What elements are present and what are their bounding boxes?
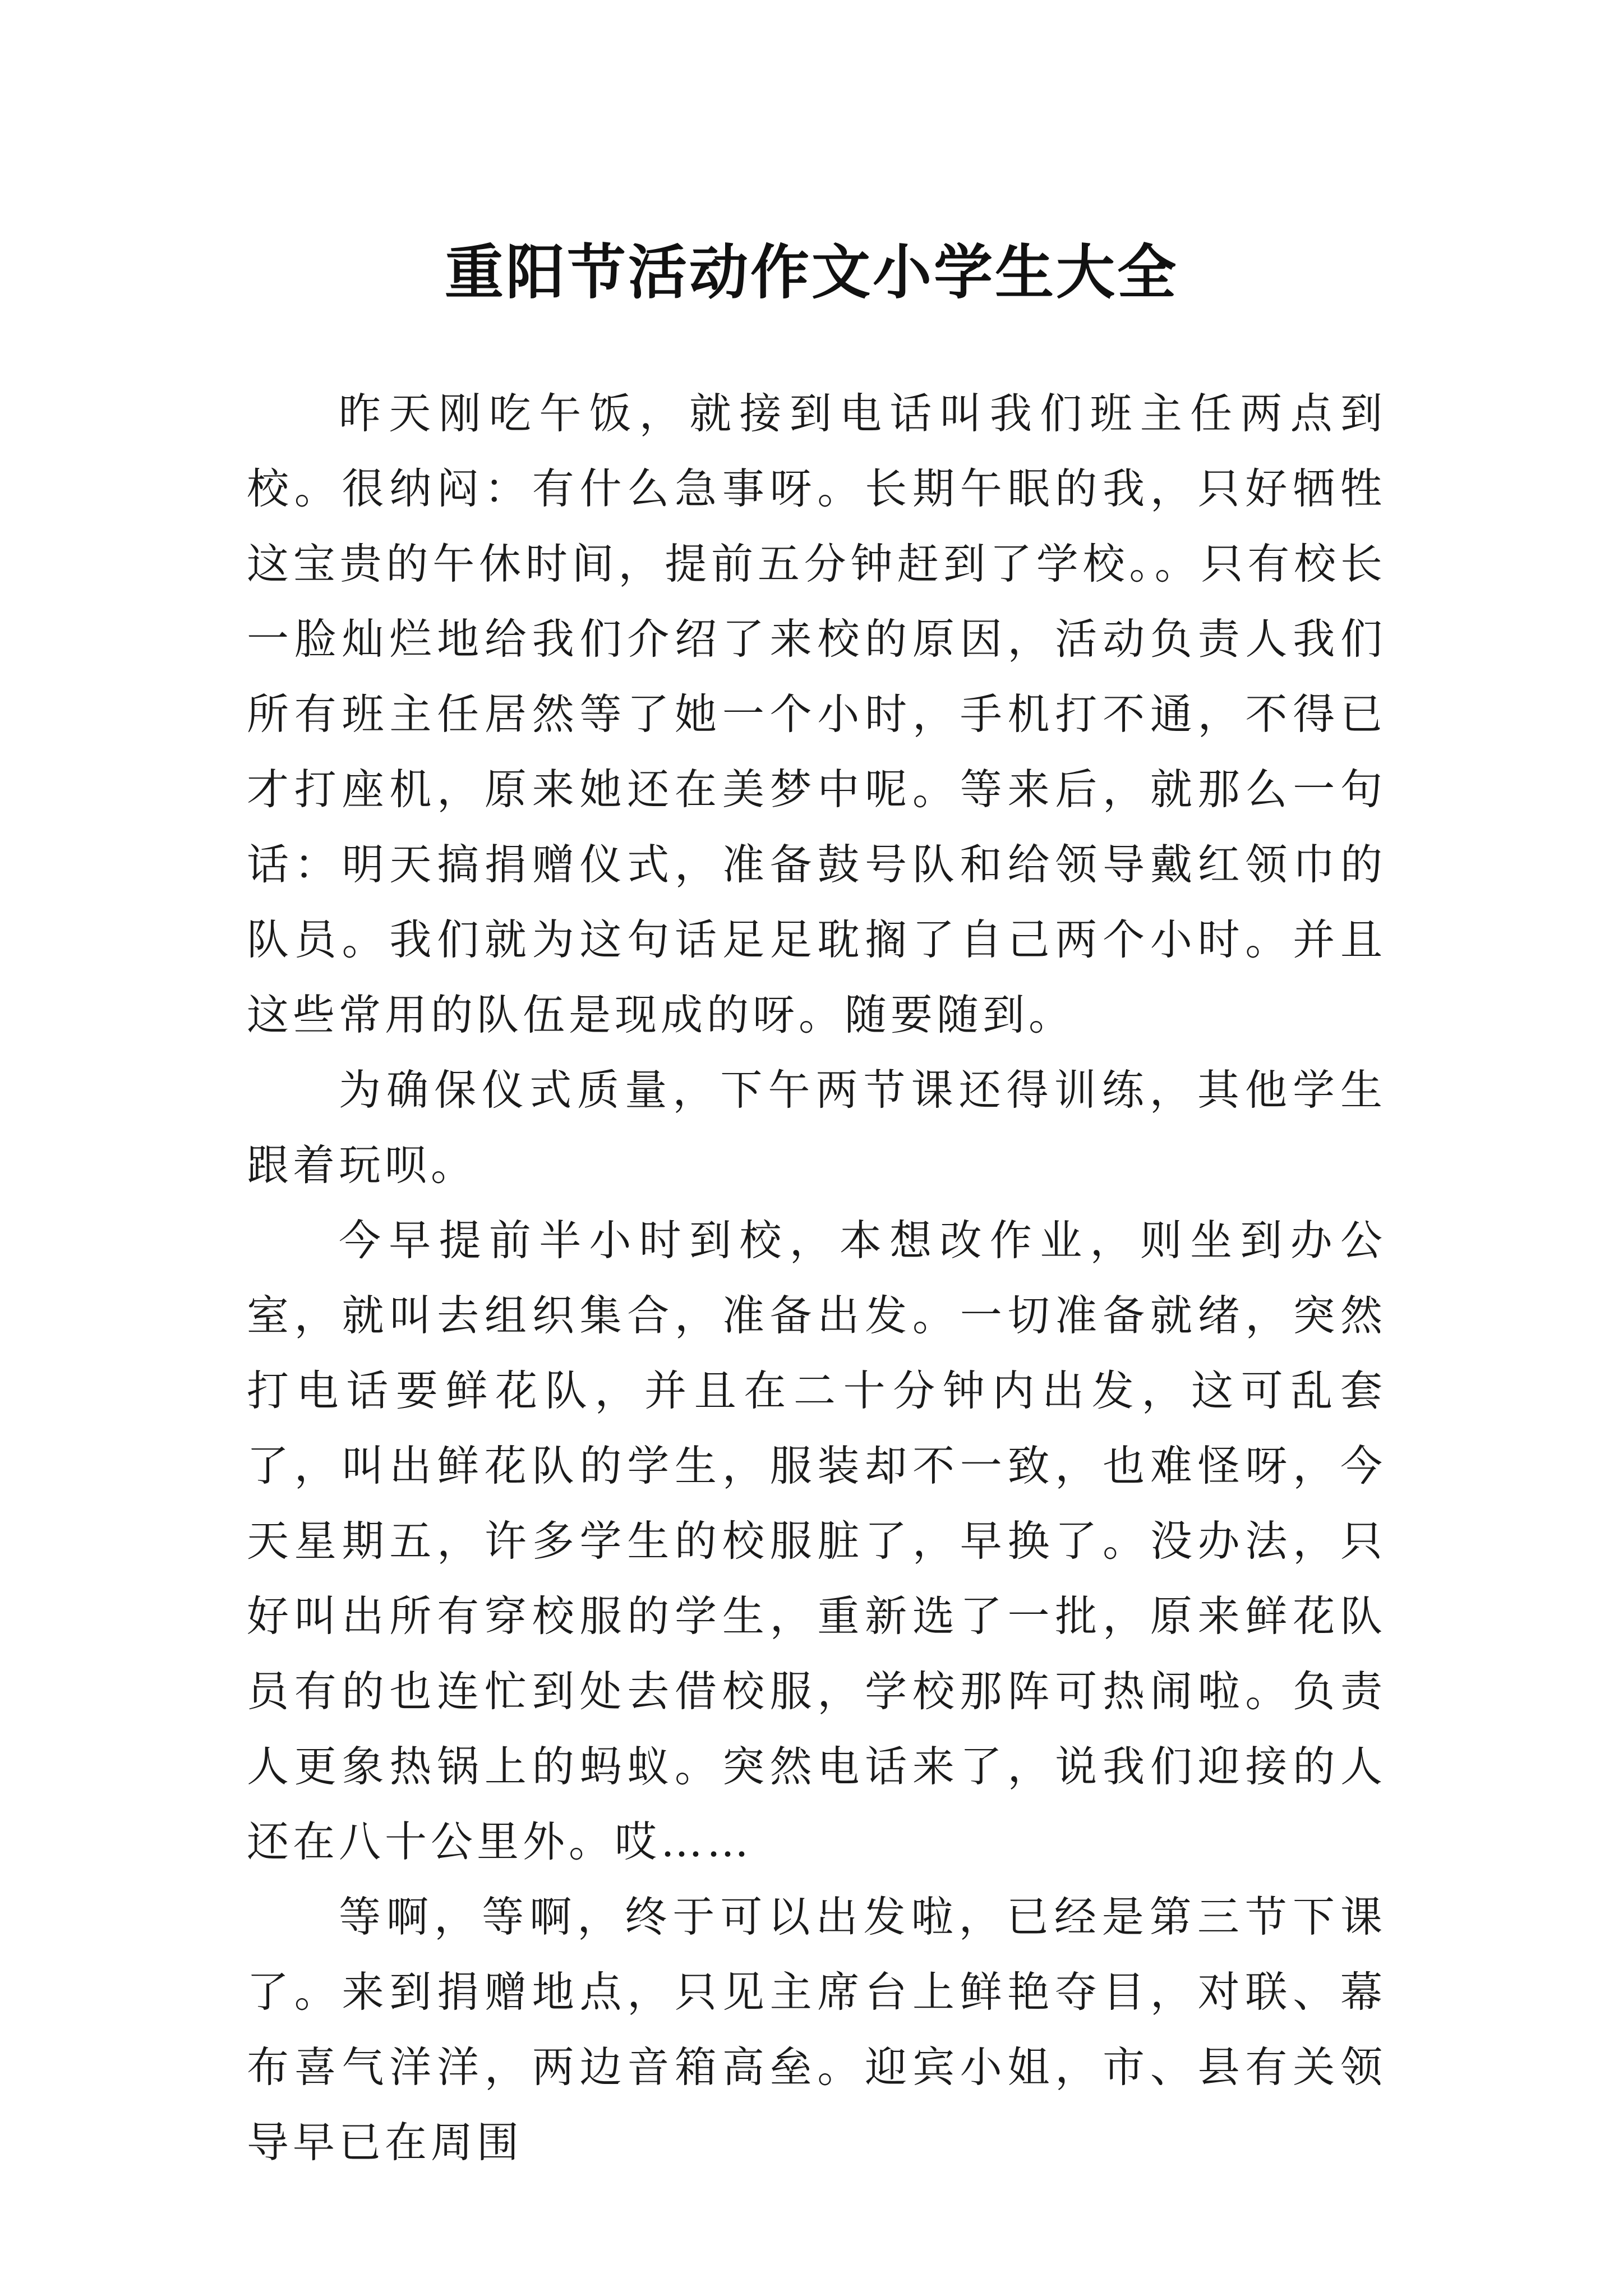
paragraph: 昨天刚吃午饭，就接到电话叫我们班主任两点到校。很纳闷：有什么急事呀。长期午眠的我，只好牺牲这宝贵的午休时间，提前五分钟赶到了学校。。只有校长一脸灿烂地给我们介绍了来校的原因，活动负责人我们所有班主任居然等了她一个小时，手机打不通，不得已才打座机，原来她还在美梦中呢。等来后，就那么一句话：明天搞捐赠仪式，准备鼓号队和给领导戴红领巾的队员。我们就为这句话足足耽搁了自己两个小时。并且这些常用的队伍是现成的呀。随要随到。 xyxy=(247,389,1386,1039)
paragraph: 等啊，等啊，终于可以出发啦，已经是第三节下课了。来到捐赠地点，只见主席台上鲜艳夺目，对联、幕布喜气洋洋，两边音箱高垒。迎宾小姐，市、县有关领导早已在周围 xyxy=(247,1892,1386,2167)
page-title: 重阳节活动作文小学生大全 xyxy=(444,237,1178,307)
paragraph: 今早提前半小时到校，本想改作业，则坐到办公室，就叫去组织集合，准备出发。一切准备就绪，突然打电话要鲜花队，并且在二十分钟内出发，这可乱套了，叫出鲜花队的学生，服装却不一致，也难怪呀，今天星期五，许多学生的校服脏了，早换了。没办法，只好叫出所有穿校服的学生，重新选了一批，原来鲜花队员有的也连忙到处去借校服，学校那阵可热闹啦。负责人更象热锅上的蚂蚁。突然电话来了，说我们迎接的人还在八十公里外。哎…… xyxy=(247,1216,1386,1866)
paragraph: 为确保仪式质量，下午两节课还得训练，其他学生跟着玩呗。 xyxy=(247,1065,1386,1190)
document-body xyxy=(247,376,1386,2180)
